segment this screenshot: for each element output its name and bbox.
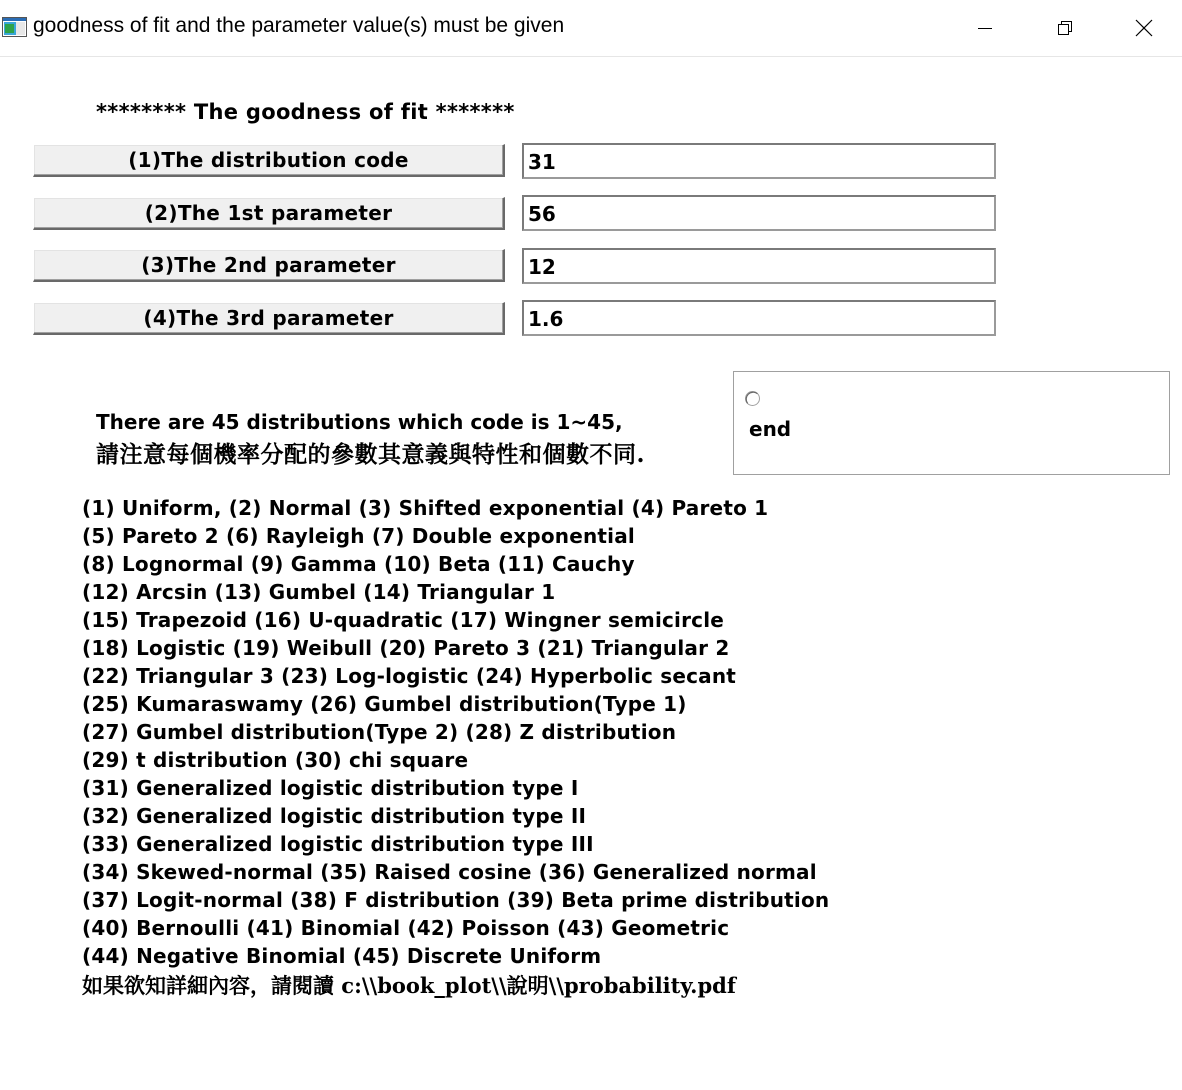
- end-radio-label[interactable]: end: [749, 417, 792, 441]
- list-item: (8) Lognormal (9) Gamma (10) Beta (11) Cauchy: [82, 552, 635, 576]
- window-title: goodness of fit and the parameter value(s) must be given: [33, 14, 565, 37]
- close-button[interactable]: [1105, 0, 1182, 56]
- restore-icon: [1057, 20, 1073, 36]
- list-item: (33) Generalized logistic distribution type III: [82, 832, 594, 856]
- parameter-meaning-note: 請注意每個機率分配的參數其意義與特性和個數不同.: [96, 441, 646, 468]
- goodness-of-fit-heading: ******** The goodness of fit *******: [96, 100, 515, 124]
- close-icon: [1135, 19, 1153, 37]
- list-item: (31) Generalized logistic distribution type I: [82, 776, 579, 800]
- distribution-code-button[interactable]: (1)The distribution code: [33, 144, 505, 177]
- distribution-code-input[interactable]: [522, 143, 996, 179]
- list-item: (40) Bernoulli (41) Binomial (42) Poisson (43) Geometric: [82, 916, 730, 940]
- minimize-icon: [977, 20, 993, 36]
- list-item: (5) Pareto 2 (6) Rayleigh (7) Double exponential: [82, 524, 635, 548]
- list-item: (27) Gumbel distribution(Type 2) (28) Z distribution: [82, 720, 677, 744]
- first-parameter-input[interactable]: [522, 195, 996, 231]
- list-item: (12) Arcsin (13) Gumbel (14) Triangular 1: [82, 580, 556, 604]
- list-item: (34) Skewed-normal (35) Raised cosine (36) Generalized normal: [82, 860, 817, 884]
- minimize-button[interactable]: [945, 0, 1025, 56]
- documentation-path-note: 如果欲知詳細內容，請閱讀 c:\\book_plot\\說明\\probability.pdf: [82, 973, 736, 998]
- list-item: (1) Uniform, (2) Normal (3) Shifted exponential (4) Pareto 1: [82, 496, 769, 520]
- list-item: (32) Generalized logistic distribution type II: [82, 804, 587, 828]
- end-radio-button[interactable]: [744, 390, 761, 407]
- list-item: (29) t distribution (30) chi square: [82, 748, 469, 772]
- list-item: (44) Negative Binomial (45) Discrete Uniform: [82, 944, 602, 968]
- restore-button[interactable]: [1025, 0, 1105, 56]
- list-item: (37) Logit-normal (38) F distribution (39) Beta prime distribution: [82, 888, 830, 912]
- option-groupbox: [733, 371, 1170, 475]
- list-item: (25) Kumaraswamy (26) Gumbel distribution(Type 1): [82, 692, 687, 716]
- list-item: (15) Trapezoid (16) U-quadratic (17) Wingner semicircle: [82, 608, 725, 632]
- app-window-icon: [2, 17, 27, 37]
- second-parameter-button[interactable]: (3)The 2nd parameter: [33, 249, 505, 282]
- list-item: (22) Triangular 3 (23) Log-logistic (24) Hyperbolic secant: [82, 664, 737, 688]
- distribution-list: [82, 494, 829, 970]
- title-bar: [0, 0, 1182, 57]
- list-item: (18) Logistic (19) Weibull (20) Pareto 3 (21) Triangular 2: [82, 636, 730, 660]
- third-parameter-button[interactable]: (4)The 3rd parameter: [33, 302, 505, 335]
- third-parameter-input[interactable]: [522, 300, 996, 336]
- distribution-count-note: There are 45 distributions which code is 1~45,: [96, 410, 623, 434]
- first-parameter-button[interactable]: (2)The 1st parameter: [33, 197, 505, 230]
- second-parameter-input[interactable]: [522, 248, 996, 284]
